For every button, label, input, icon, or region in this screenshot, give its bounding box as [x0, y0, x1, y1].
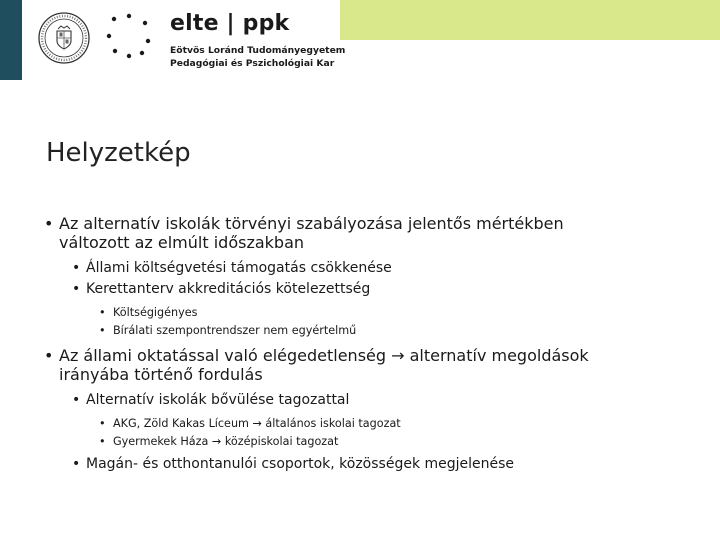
bullet-marker: •: [99, 323, 106, 337]
bullet-text: Állami költségvetési támogatás csökkenése: [86, 260, 392, 276]
bullet-text: Bírálati szempontrendszer nem egyértelmű: [113, 323, 357, 337]
bullet-text: Költségigényes: [113, 306, 198, 319]
dot-circle-logo-icon: [105, 12, 155, 66]
brand-subtitle-university: Eötvös Loránd Tudományegyetem: [170, 45, 346, 56]
left-accent-bar: [0, 0, 22, 80]
bullet-item-level-3: [44, 433, 694, 451]
bullet-text: Gyermekek Háza → középiskolai tagozat: [113, 434, 339, 448]
bullet-text: AKG, Zöld Kakas Líceum → általános iskolai tagozat: [113, 417, 401, 430]
bullet-text-line: Az alternatív iskolák törvényi szabályozása jelentős mértékben: [59, 214, 564, 233]
slide-title: Helyzetkép: [46, 138, 191, 168]
bullet-marker: •: [44, 214, 54, 233]
bullet-text: Alternatív iskolák bővülése tagozattal: [86, 392, 350, 408]
bullet-item-level-2: [44, 390, 694, 411]
bullet-marker: •: [72, 456, 81, 472]
brand-subtitle-faculty: Pedagógiai és Pszichológiai Kar: [170, 58, 335, 69]
bullet-text-line: irányába történő fordulás: [59, 365, 263, 384]
bullet-marker: •: [99, 434, 106, 448]
bullet-item-level-3: [44, 322, 694, 340]
bullet-item-level-1: [44, 346, 694, 384]
bullet-marker: •: [44, 346, 54, 365]
bullet-marker: •: [99, 306, 106, 319]
top-right-accent-bar: [340, 0, 720, 40]
bullet-marker: •: [72, 260, 81, 276]
brand-block: [170, 11, 345, 70]
bullet-item-level-2: [44, 258, 694, 279]
bullet-list: [44, 214, 694, 475]
bullet-text: Kerettanterv akkreditációs kötelezettség: [86, 281, 371, 297]
bullet-text-line: Az állami oktatással való elégedetlenség → alternatív megoldások: [59, 346, 589, 365]
brand-name: elte | ppk: [170, 11, 290, 36]
bullet-text-line: változott az elmúlt időszakban: [59, 233, 305, 252]
bullet-item-level-2: [44, 279, 694, 300]
bullet-marker: •: [99, 417, 106, 430]
bullet-item-level-1: [44, 214, 694, 252]
bullet-marker: •: [72, 392, 81, 408]
bullet-text: Magán- és otthontanulói csoportok, közösségek megjelenése: [86, 456, 515, 472]
bullet-item-level-3: [44, 304, 694, 322]
bullet-item-level-2: [44, 454, 694, 475]
university-seal-icon: [38, 12, 90, 68]
bullet-marker: •: [72, 281, 81, 297]
bullet-item-level-3: [44, 415, 694, 433]
